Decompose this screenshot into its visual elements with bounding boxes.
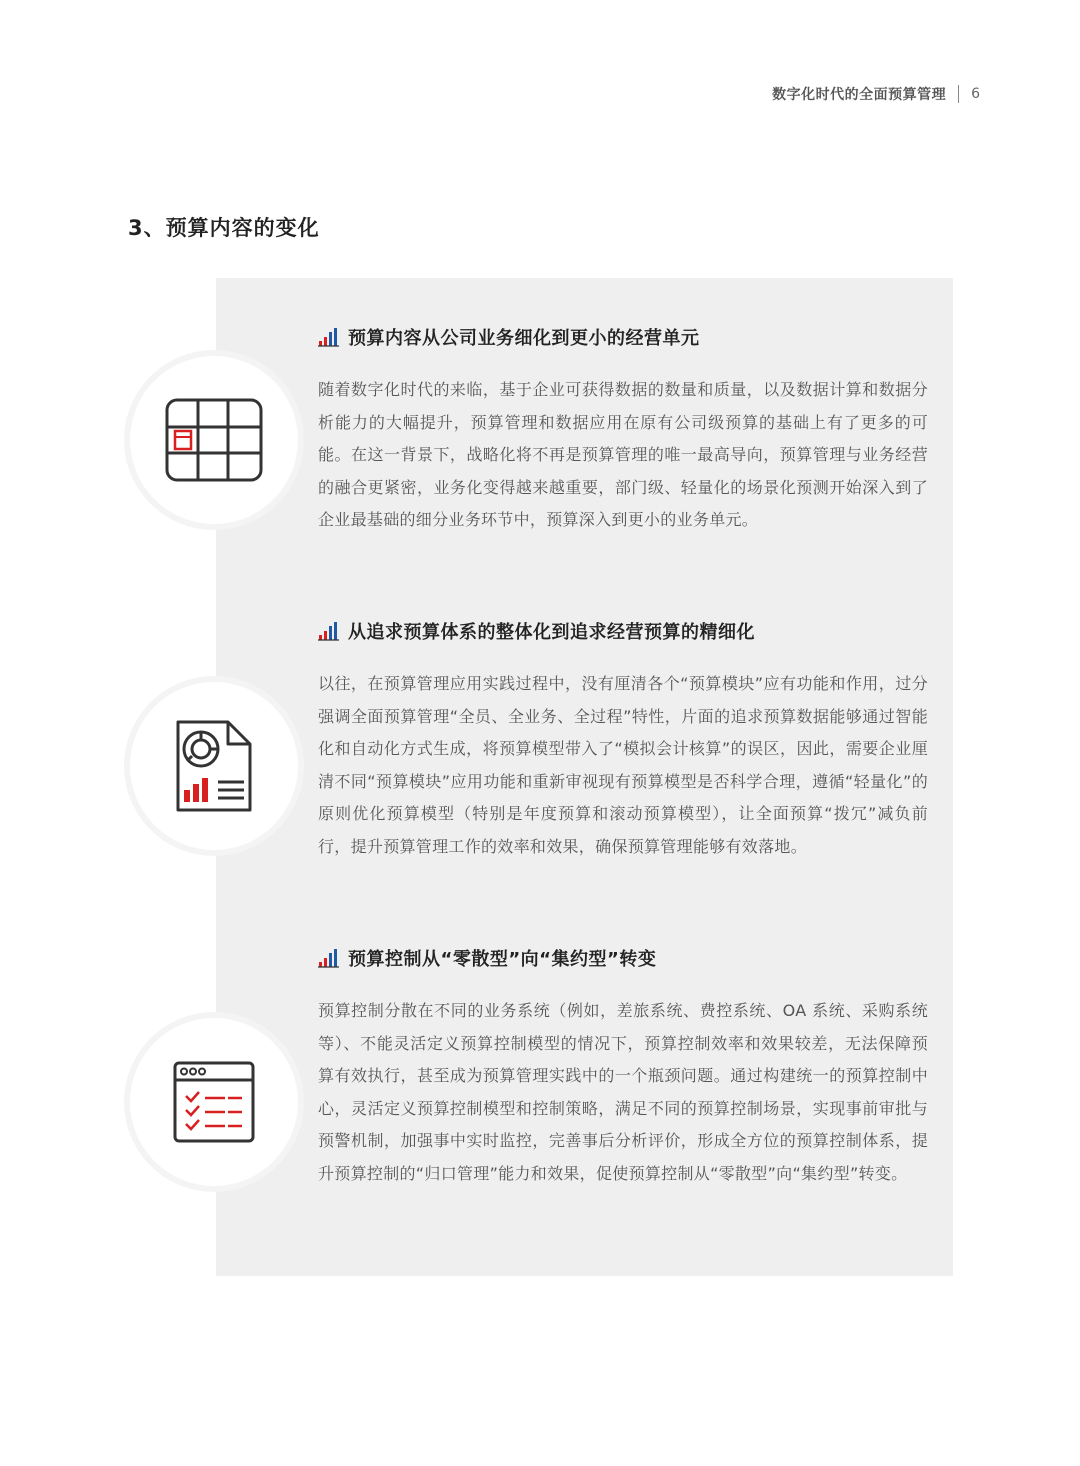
bar-chart-icon [318,948,340,968]
block-body: 预算控制分散在不同的业务系统（例如，差旅系统、费控系统、OA 系统、采购系统等）、不能灵活定义预算控制模型的情况下，预算控制效率和效果较差，无法保障预算有效执行，甚至成为预算管理实践中的一个瓶颈问题。通过构建统一的预算控制中心，灵活定义预算控制模型和控制策略，满足不同的预算控制场景，实现事前审批与预警机制，加强事中实时监控，完善事后分析评价，形成全方位的预算控制体系，提升预算控制的“归口管理”能力和效果，促使预算控制从“零散型”向“集约型”转变。 [318,1001,928,1183]
block-heading [318,618,928,644]
block-body: 以往，在预算管理应用实践过程中，没有厘清各个“预算模块”应有功能和作用，过分强调全面预算管理“全员、全业务、全过程”特性，片面的追求预算数据能够通过智能化和自动化方式生成，将预算模型带入了“模拟会计核算”的误区，因此，需要企业厘清不同“预算模块”应用功能和重新审视现有预算模型是否科学合理，遵循“轻量化”的原则优化预算模型（特别是年度预算和滚动预算模型），让全面预算“拨冗”减负前行，提升预算管理工作的效率和效果，确保预算管理能够有效落地。 [318,674,928,856]
block-heading [318,945,928,971]
block-heading-text: 预算控制从“零散型”向“集约型”转变 [348,949,657,970]
section-title: 3、预算内容的变化 [128,216,320,240]
block-heading-text: 从追求预算体系的整体化到追求经营预算的精细化 [348,622,755,643]
icon-circle-2 [130,682,298,850]
block-heading [318,324,928,350]
checklist-window-icon [172,1060,256,1144]
page-number: 6 [971,86,980,102]
icon-circle-1 [130,356,298,524]
grid-table-icon [164,397,264,483]
block-heading-text: 预算内容从公司业务细化到更小的经营单元 [348,328,700,349]
header-divider [958,85,959,103]
content-block-1 [318,324,928,537]
report-document-icon [174,718,254,814]
icon-circle-3 [130,1018,298,1186]
block-body: 随着数字化时代的来临，基于企业可获得数据的数量和质量，以及数据计算和数据分析能力的大幅提升，预算管理和数据应用在原有公司级预算的基础上有了更多的可能。在这一背景下，战略化将不再是预算管理的唯一最高导向，预算管理与业务经营的融合更紧密，业务化变得越来越重要，部门级、轻量化的场景化预测开始深入到了企业最基础的细分业务环节中，预算深入到更小的业务单元。 [318,380,928,530]
content-block-2 [318,618,928,864]
document-title: 数字化时代的全面预算管理 [772,87,947,103]
content-block-3 [318,945,928,1191]
bar-chart-icon [318,327,340,347]
bar-chart-icon [318,621,340,641]
page-header [772,84,980,104]
